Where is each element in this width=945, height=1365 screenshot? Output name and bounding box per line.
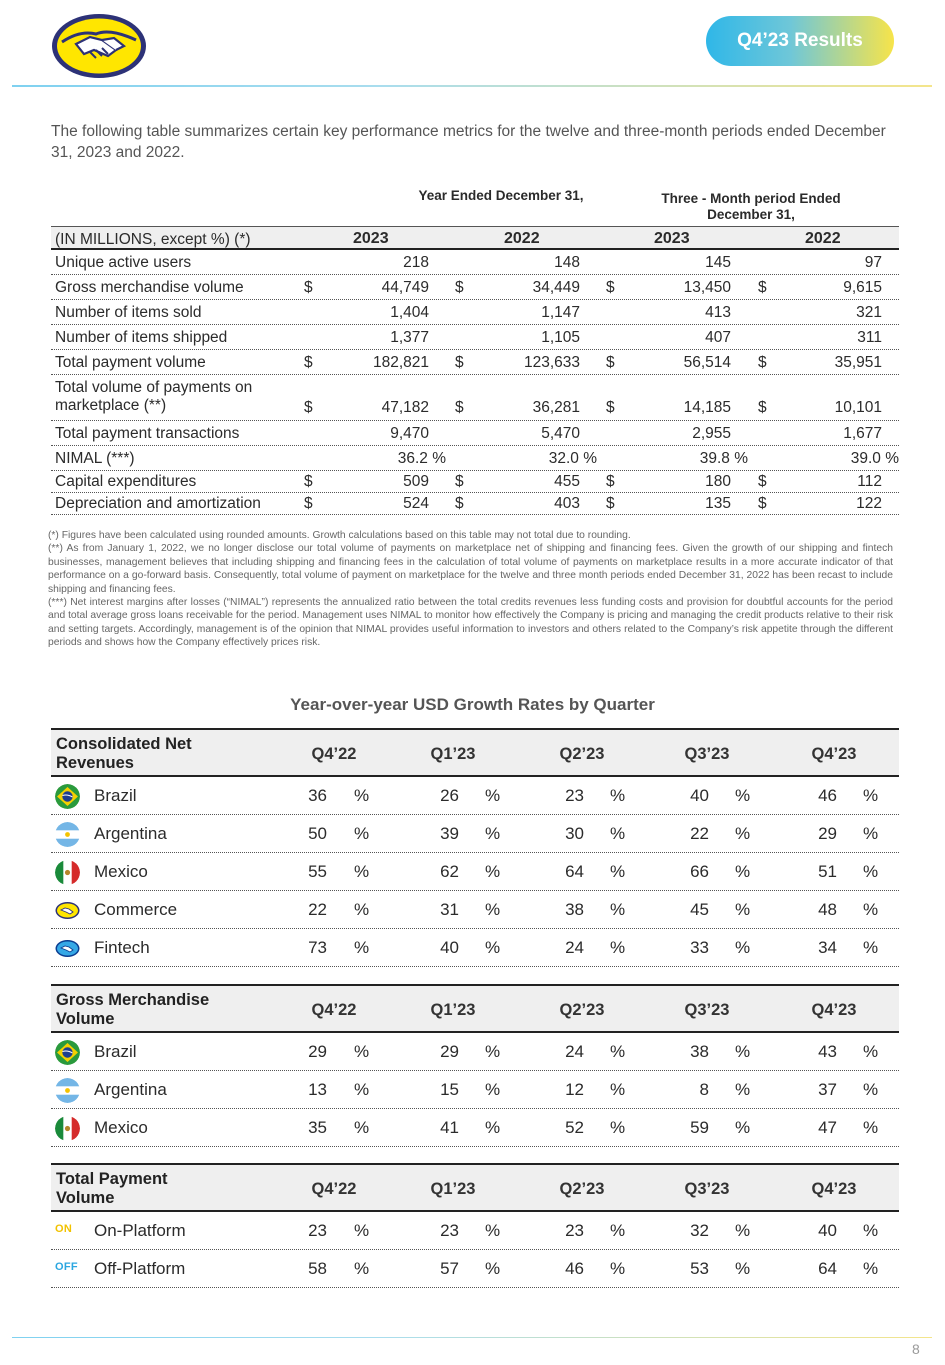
kpi-value: 44,749 xyxy=(381,279,429,296)
three-month-header: Three - Month period Ended December 31, xyxy=(661,191,841,222)
footnote: (*) Figures have been calculated using rounded amounts. Growth calculations based on this table may not total due to rounding. xyxy=(48,530,631,541)
kpi-value: 148 xyxy=(554,254,580,271)
kpi-row-label: Number of items sold xyxy=(55,304,202,321)
kpi-value: 524 xyxy=(403,495,429,512)
brazil-flag-icon xyxy=(55,784,80,809)
dollar-sign: $ xyxy=(304,495,313,512)
growth-value: 47 xyxy=(818,1118,837,1137)
percent-sign: % xyxy=(863,786,879,805)
percent-sign: % xyxy=(610,862,626,881)
growth-value: 55 xyxy=(308,862,327,881)
growth-value: 41 xyxy=(440,1118,459,1137)
kpi-value: 182,821 xyxy=(372,354,429,371)
percent-sign: % xyxy=(735,862,751,881)
mercadolibre-handshake-logo xyxy=(50,10,148,80)
percent-sign: % xyxy=(485,900,501,919)
kpi-value: 509 xyxy=(403,473,429,490)
growth-value: 12 xyxy=(565,1080,584,1099)
kpi-row xyxy=(51,471,899,493)
kpi-row-label: Unique active users xyxy=(55,254,192,271)
kpi-value: 218 xyxy=(403,254,429,271)
commerce-handshake-icon xyxy=(55,898,80,923)
growth-value: 40 xyxy=(440,938,459,957)
col-2023-year: 2023 xyxy=(353,230,389,247)
kpi-value: 407 xyxy=(705,329,731,346)
percent-sign: % xyxy=(863,1221,879,1240)
growth-value: 39 xyxy=(440,824,459,843)
growth-row-label: Brazil xyxy=(94,786,137,805)
growth-value: 23 xyxy=(440,1221,459,1240)
dollar-sign: $ xyxy=(758,473,767,490)
growth-value: 66 xyxy=(690,862,709,881)
percent-sign: % xyxy=(610,1042,626,1061)
dollar-sign: $ xyxy=(606,354,615,371)
quarter-header: Q2’23 xyxy=(559,1001,605,1019)
growth-value: 48 xyxy=(818,900,837,919)
col-2023-quarter: 2023 xyxy=(654,230,690,247)
percent-sign: % xyxy=(485,786,501,805)
percent-sign: % xyxy=(863,900,879,919)
dollar-sign: $ xyxy=(606,495,615,512)
growth-value: 23 xyxy=(565,1221,584,1240)
growth-value: 64 xyxy=(818,1259,837,1278)
footer-divider xyxy=(12,1337,932,1338)
growth-value: 57 xyxy=(440,1259,459,1278)
kpi-value: 36,281 xyxy=(532,399,580,416)
percent-sign: % xyxy=(735,1118,751,1137)
growth-row-label: Mexico xyxy=(94,1118,148,1137)
growth-row-label: Fintech xyxy=(94,938,150,957)
growth-value: 40 xyxy=(690,786,709,805)
footnote: (***) Net interest margins after losses (“NIMAL”) represents the annualized ratio between the total credits revenues less funding costs and provision for doubtful accounts for the period and total average gross loans receivable for the period. Management uses NIMAL to monitor how effectively the Company is pricing and managing the credit products relative to their risk and setting targets. Accordingly, management is of the opinion that NIMAL provides useful information to investors and others related to the Company’s risk appetite through the different periods and shows how the Company effectively prices risk. xyxy=(48,597,893,649)
percent-sign: % xyxy=(354,1080,370,1099)
percent-sign: % xyxy=(485,1221,501,1240)
brazil-flag-icon xyxy=(55,1040,80,1065)
growth-value: 52 xyxy=(565,1118,584,1137)
percent-sign: % xyxy=(863,938,879,957)
growth-value: 24 xyxy=(565,1042,584,1061)
kpi-row xyxy=(51,350,899,375)
dollar-sign: $ xyxy=(455,354,464,371)
kpi-row xyxy=(51,300,899,325)
kpi-column-header xyxy=(51,226,899,250)
kpi-row xyxy=(51,325,899,350)
percent-sign: % xyxy=(485,1042,501,1061)
kpi-row-label: Capital expenditures xyxy=(55,473,197,490)
growth-table-title: Total Payment Volume xyxy=(56,1170,168,1207)
growth-row xyxy=(51,777,899,815)
growth-value: 29 xyxy=(440,1042,459,1061)
kpi-value: 39.0 % xyxy=(850,450,899,467)
growth-table-header xyxy=(51,1163,899,1212)
percent-sign: % xyxy=(485,824,501,843)
kpi-row-label: Total payment volume xyxy=(55,354,206,371)
percent-sign: % xyxy=(485,938,501,957)
kpi-value: 123,633 xyxy=(523,354,580,371)
kpi-value: 36.2 % xyxy=(397,450,446,467)
growth-value: 51 xyxy=(818,862,837,881)
kpi-row-label: Total volume of payments on marketplace (**) xyxy=(55,379,253,414)
col-2022-year: 2022 xyxy=(504,230,540,247)
percent-sign: % xyxy=(610,786,626,805)
kpi-value: 97 xyxy=(864,254,882,271)
kpi-value: 56,514 xyxy=(683,354,731,371)
quarter-header: Q4’22 xyxy=(311,1001,357,1019)
growth-value: 38 xyxy=(565,900,584,919)
percent-sign: % xyxy=(735,824,751,843)
kpi-group-header xyxy=(51,188,899,226)
percent-sign: % xyxy=(485,862,501,881)
percent-sign: % xyxy=(735,786,751,805)
dollar-sign: $ xyxy=(304,279,313,296)
kpi-row-label: Gross merchandise volume xyxy=(55,279,244,296)
dollar-sign: $ xyxy=(455,399,464,416)
growth-table-title: Consolidated Net Revenues xyxy=(56,735,192,772)
growth-value: 45 xyxy=(690,900,709,919)
growth-row xyxy=(51,1250,899,1288)
kpi-row xyxy=(51,275,899,300)
growth-value: 31 xyxy=(440,900,459,919)
year-ended-header: Year Ended December 31, xyxy=(418,188,584,203)
growth-value: 62 xyxy=(440,862,459,881)
growth-value: 15 xyxy=(440,1080,459,1099)
percent-sign: % xyxy=(354,1259,370,1278)
kpi-table xyxy=(51,188,899,515)
growth-value: 43 xyxy=(818,1042,837,1061)
kpi-value: 1,105 xyxy=(541,329,580,346)
quarter-header: Q2’23 xyxy=(559,1180,605,1198)
quarter-header: Q3’23 xyxy=(684,1180,730,1198)
kpi-row-label: Total payment transactions xyxy=(55,425,240,442)
kpi-value: 145 xyxy=(705,254,731,271)
percent-sign: % xyxy=(354,938,370,957)
growth-value: 58 xyxy=(308,1259,327,1278)
growth-value: 8 xyxy=(699,1080,709,1099)
growth-value: 53 xyxy=(690,1259,709,1278)
kpi-value: 5,470 xyxy=(541,425,580,442)
kpi-row-label: NIMAL (***) xyxy=(55,450,135,467)
percent-sign: % xyxy=(863,1118,879,1137)
quarter-header: Q4’23 xyxy=(811,1001,857,1019)
dollar-sign: $ xyxy=(304,399,313,416)
kpi-value: 39.8 % xyxy=(699,450,748,467)
percent-sign: % xyxy=(863,1042,879,1061)
kpi-value: 10,101 xyxy=(834,399,882,416)
kpi-value: 321 xyxy=(856,304,882,321)
percent-sign: % xyxy=(354,824,370,843)
growth-table-title: Gross Merchandise Volume xyxy=(56,991,210,1028)
kpi-value: 14,185 xyxy=(683,399,731,416)
footnote: (**) As from January 1, 2022, we no longer disclose our total volume of payments on marketplace net of shipping and financing fees. Given the growth of our shipping and fintech businesses, management believes that including shipping and financing fees in the calculation of total volume of payments on marketplace results in a more accurate indicator of that performance on a go-forward basis. Consequently, total volume of payment on marketplace for the twelve and three month periods ended December 31, 2022 has been recast to include shipping and financing fees. xyxy=(48,543,893,595)
quarter-header: Q3’23 xyxy=(684,745,730,763)
footnotes xyxy=(48,529,893,650)
percent-sign: % xyxy=(610,900,626,919)
growth-row xyxy=(51,1071,899,1109)
growth-value: 22 xyxy=(308,900,327,919)
quarter-header: Q2’23 xyxy=(559,745,605,763)
percent-sign: % xyxy=(735,1042,751,1061)
growth-value: 23 xyxy=(308,1221,327,1240)
kpi-value: 122 xyxy=(856,495,882,512)
quarter-header: Q1’23 xyxy=(430,1180,476,1198)
percent-sign: % xyxy=(485,1080,501,1099)
quarter-header: Q4’23 xyxy=(811,745,857,763)
dollar-sign: $ xyxy=(606,473,615,490)
growth-table-header xyxy=(51,728,899,777)
percent-sign: % xyxy=(610,1221,626,1240)
percent-sign: % xyxy=(354,786,370,805)
growth-row-label: Commerce xyxy=(94,900,178,919)
units-header: (IN MILLIONS, except %) (*) xyxy=(55,231,251,248)
kpi-row-label: Depreciation and amortization xyxy=(55,495,261,512)
growth-value: 29 xyxy=(818,824,837,843)
kpi-row-label: Number of items shipped xyxy=(55,329,228,346)
gmv-table xyxy=(51,984,899,1147)
percent-sign: % xyxy=(354,1221,370,1240)
growth-value: 46 xyxy=(565,1259,584,1278)
kpi-row xyxy=(51,421,899,446)
growth-row xyxy=(51,891,899,929)
kpi-value: 47,182 xyxy=(381,399,429,416)
kpi-value: 1,147 xyxy=(541,304,580,321)
growth-row xyxy=(51,1109,899,1147)
percent-sign: % xyxy=(610,1259,626,1278)
dollar-sign: $ xyxy=(758,399,767,416)
dollar-sign: $ xyxy=(606,399,615,416)
growth-value: 33 xyxy=(690,938,709,957)
percent-sign: % xyxy=(863,1080,879,1099)
kpi-row xyxy=(51,375,899,421)
kpi-value: 413 xyxy=(705,304,731,321)
mexico-flag-icon xyxy=(55,860,80,885)
dollar-sign: $ xyxy=(758,279,767,296)
growth-value: 32 xyxy=(690,1221,709,1240)
quarter-header: Q4’23 xyxy=(811,1180,857,1198)
argentina-flag-icon xyxy=(55,1078,80,1103)
fintech-handshake-icon xyxy=(55,936,80,961)
kpi-value: 112 xyxy=(857,473,882,490)
quarter-header: Q4’22 xyxy=(311,1180,357,1198)
off-platform-tag: OFF xyxy=(55,1261,78,1273)
percent-sign: % xyxy=(354,1118,370,1137)
kpi-value: 1,404 xyxy=(390,304,429,321)
quarter-header: Q1’23 xyxy=(430,1001,476,1019)
intro-paragraph: The following table summarizes certain key performance metrics for the twelve and three-month periods ended December 31, 2023 and 2022. xyxy=(51,123,886,161)
percent-sign: % xyxy=(610,938,626,957)
growth-value: 36 xyxy=(308,786,327,805)
dollar-sign: $ xyxy=(758,495,767,512)
growth-value: 22 xyxy=(690,824,709,843)
percent-sign: % xyxy=(863,824,879,843)
kpi-value: 455 xyxy=(554,473,580,490)
percent-sign: % xyxy=(735,1221,751,1240)
percent-sign: % xyxy=(354,1042,370,1061)
growth-value: 50 xyxy=(308,824,327,843)
dollar-sign: $ xyxy=(455,473,464,490)
growth-value: 46 xyxy=(818,786,837,805)
percent-sign: % xyxy=(610,824,626,843)
kpi-value: 35,951 xyxy=(834,354,882,371)
tpv-table xyxy=(51,1163,899,1288)
percent-sign: % xyxy=(610,1118,626,1137)
growth-value: 13 xyxy=(308,1080,327,1099)
on-platform-tag: ON xyxy=(55,1223,73,1235)
percent-sign: % xyxy=(735,1259,751,1278)
growth-row xyxy=(51,929,899,967)
growth-row xyxy=(51,853,899,891)
percent-sign: % xyxy=(485,1259,501,1278)
kpi-value: 1,377 xyxy=(390,329,429,346)
growth-value: 64 xyxy=(565,862,584,881)
col-2022-quarter: 2022 xyxy=(805,230,841,247)
net-revenues-table xyxy=(51,728,899,967)
kpi-value: 34,449 xyxy=(532,279,580,296)
kpi-value: 403 xyxy=(554,495,580,512)
header-divider xyxy=(12,85,932,87)
growth-value: 40 xyxy=(818,1221,837,1240)
percent-sign: % xyxy=(735,1080,751,1099)
percent-sign: % xyxy=(354,862,370,881)
growth-row xyxy=(51,1033,899,1071)
growth-row-label: Off-Platform xyxy=(94,1259,186,1278)
dollar-sign: $ xyxy=(455,495,464,512)
percent-sign: % xyxy=(354,900,370,919)
growth-row-label: Mexico xyxy=(94,862,148,881)
growth-value: 24 xyxy=(565,938,584,957)
dollar-sign: $ xyxy=(758,354,767,371)
growth-value: 59 xyxy=(690,1118,709,1137)
argentina-flag-icon xyxy=(55,822,80,847)
growth-row-label: On-Platform xyxy=(94,1221,186,1240)
percent-sign: % xyxy=(610,1080,626,1099)
quarter-header: Q1’23 xyxy=(430,745,476,763)
growth-table-header xyxy=(51,984,899,1033)
percent-sign: % xyxy=(863,1259,879,1278)
percent-sign: % xyxy=(863,862,879,881)
growth-title: Year-over-year USD Growth Rates by Quarter xyxy=(290,695,655,714)
growth-value: 34 xyxy=(818,938,837,957)
growth-value: 37 xyxy=(818,1080,837,1099)
dollar-sign: $ xyxy=(304,473,313,490)
kpi-row xyxy=(51,493,899,515)
growth-value: 23 xyxy=(565,786,584,805)
kpi-value: 32.0 % xyxy=(548,450,597,467)
growth-row xyxy=(51,815,899,853)
kpi-value: 180 xyxy=(705,473,731,490)
growth-value: 29 xyxy=(308,1042,327,1061)
dollar-sign: $ xyxy=(455,279,464,296)
kpi-value: 1,677 xyxy=(843,425,882,442)
mexico-flag-icon xyxy=(55,1116,80,1141)
growth-row-label: Brazil xyxy=(94,1042,137,1061)
growth-value: 30 xyxy=(565,824,584,843)
kpi-value: 311 xyxy=(857,329,882,346)
page-number: 8 xyxy=(912,1341,920,1357)
growth-row xyxy=(51,1212,899,1250)
percent-sign: % xyxy=(735,900,751,919)
percent-sign: % xyxy=(485,1118,501,1137)
growth-value: 73 xyxy=(308,938,327,957)
q4-23-results-badge: Q4’23 Results xyxy=(706,16,894,66)
quarter-header: Q3’23 xyxy=(684,1001,730,1019)
growth-row-label: Argentina xyxy=(94,824,167,843)
dollar-sign: $ xyxy=(304,354,313,371)
growth-value: 26 xyxy=(440,786,459,805)
growth-value: 38 xyxy=(690,1042,709,1061)
growth-value: 35 xyxy=(308,1118,327,1137)
percent-sign: % xyxy=(735,938,751,957)
kpi-value: 135 xyxy=(705,495,731,512)
kpi-row xyxy=(51,446,899,471)
kpi-value: 2,955 xyxy=(692,425,731,442)
kpi-row xyxy=(51,250,899,275)
growth-row-label: Argentina xyxy=(94,1080,167,1099)
kpi-value: 9,470 xyxy=(390,425,429,442)
kpi-value: 9,615 xyxy=(843,279,882,296)
quarter-header: Q4’22 xyxy=(311,745,357,763)
dollar-sign: $ xyxy=(606,279,615,296)
kpi-value: 13,450 xyxy=(683,279,731,296)
